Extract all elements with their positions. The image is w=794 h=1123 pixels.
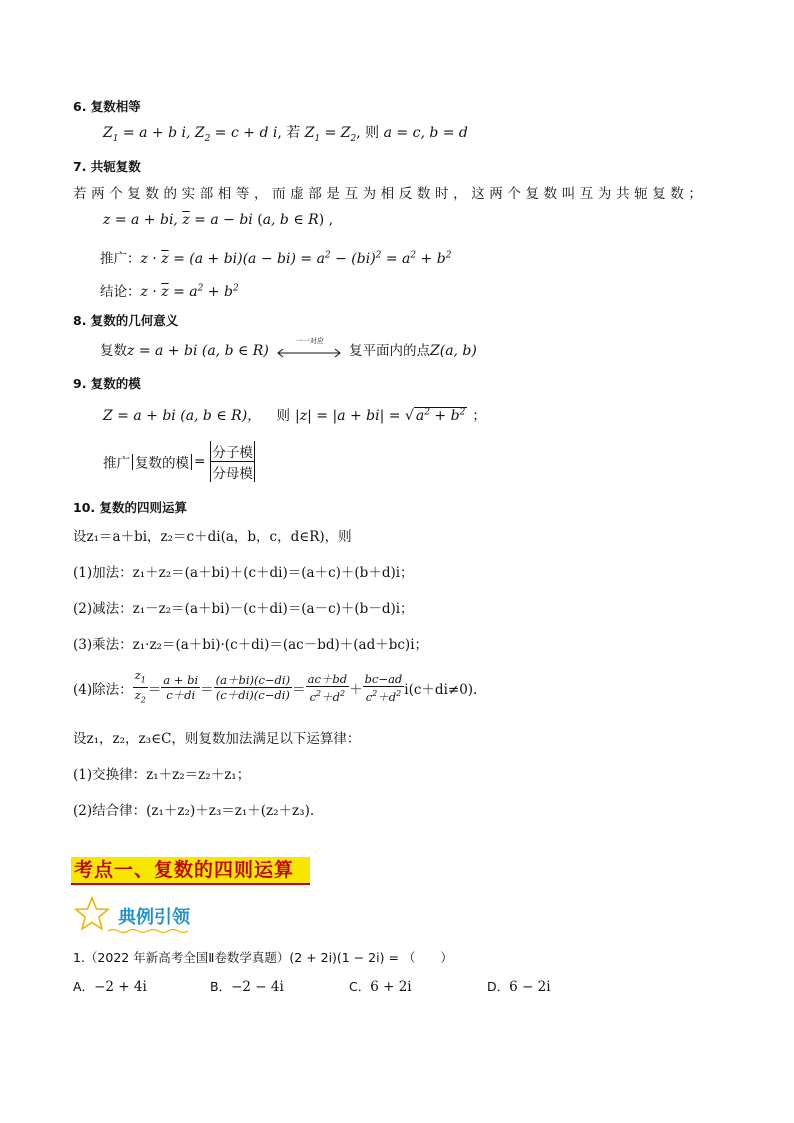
option-d[interactable]: D．6 − 2i — [487, 979, 551, 995]
modulus-generalization: 推广 复数的模 = 分子模 分母模 — [103, 441, 255, 482]
conjugate-conclusion: 结论：$z \cdot \overline{z} = a^2 + b^2$ — [100, 283, 239, 300]
title-underline — [108, 928, 188, 934]
modulus-fraction: 分子模 分母模 — [210, 441, 255, 482]
option-b[interactable]: B．−2 − 4i — [210, 979, 284, 995]
division-rule: (4)除法： $\frac{z_1}{z_2}$ ＝ $\frac{a + bi}{c+di}$ ＝ $\frac{(a+bi)(c-di)}{(c+di)(c-di)}$ ＝ $\frac{ac+bd}{c^2+d^2}$ ＋ $\frac{bc-ad}{c^2+d^2}$ i(c＋di≠0). — [73, 668, 478, 705]
addition-rule: (1)加法：z₁＋z₂＝(a＋bi)＋(c＋di)＝(a＋c)＋(b＋d)i； — [73, 565, 414, 581]
ops-setup: 设z₁＝a＋bi，z₂＝c＋di(a，b，c，d∈R)，则 — [73, 529, 352, 545]
modulus-formula: Z = a + bi (a, b ∈ R)， 则 |z| = |a + bi| = √ $a^2 + b^2$ ； — [103, 407, 486, 424]
equality-formula: $Z_1 = a + b$ i, $Z_2 = c + d$ i, 若 $Z_1 = Z_2$, 则 a = c, b = d — [103, 125, 468, 144]
section-7-heading: 7. 共轭复数 — [73, 159, 141, 174]
complex-word: 复数 — [100, 343, 127, 359]
conjugate-formula: z = a + bi, $\overline{z} = a$ − bi (a, b ∈ R) , — [103, 212, 334, 228]
laws-intro: 设z₁，z₂，z₃∈C，则复数加法满足以下运算律： — [73, 731, 361, 747]
bijection-arrow: 一一对应 — [274, 344, 344, 358]
associative-law: (2)结合律：(z₁＋z₂)＋z₃＝z₁＋(z₂＋z₃). — [73, 803, 315, 819]
generalize-label: 推广： — [100, 251, 141, 267]
example-title: 典例引领 — [118, 907, 190, 928]
option-a[interactable]: A．−2 + 4i — [73, 979, 147, 995]
commutative-law: (1)交换律：z₁＋z₂＝z₂＋z₁； — [73, 767, 251, 783]
complex-plane-point: 复平面内的点 — [349, 343, 430, 359]
conclusion-label: 结论： — [100, 284, 141, 300]
option-c[interactable]: C．6 + 2i — [349, 979, 412, 995]
star-icon — [74, 896, 110, 932]
topic-banner: 考点一、复数的四则运算 — [71, 857, 310, 885]
conjugate-generalization: 推广：$z \cdot \overline{z} = (a + bi)(a - bi) = a^2 - (bi)^2 = a^2 + b^2$ — [100, 250, 452, 267]
section-6-heading: 6. 复数相等 — [73, 99, 141, 114]
section-10-heading: 10. 复数的四则运算 — [73, 500, 187, 515]
conjugate-definition: 若两个复数的实部相等，而虚部是互为相反数时，这两个复数叫互为共轭复数； — [73, 186, 707, 202]
subtraction-rule: (2)减法：z₁－z₂＝(a＋bi)－(c＋di)＝(a－c)＋(b－d)i； — [73, 601, 414, 617]
section-9-heading: 9. 复数的模 — [73, 376, 141, 391]
multiplication-rule: (3)乘法：z₁·z₂＝(a＋bi)·(c＋di)＝(ac－bd)＋(ad＋bc)i； — [73, 637, 429, 653]
section-8-heading: 8. 复数的几何意义 — [73, 313, 179, 328]
question-stem: 1.（2022 年新高考全国Ⅱ卷数学真题）(2 + 2i)(1 − 2i) = （ ） — [73, 950, 453, 965]
geometric-meaning: 复数z = a + bi (a, b ∈ R) 一一对应 复平面内的点Z(a, b) — [100, 336, 477, 359]
